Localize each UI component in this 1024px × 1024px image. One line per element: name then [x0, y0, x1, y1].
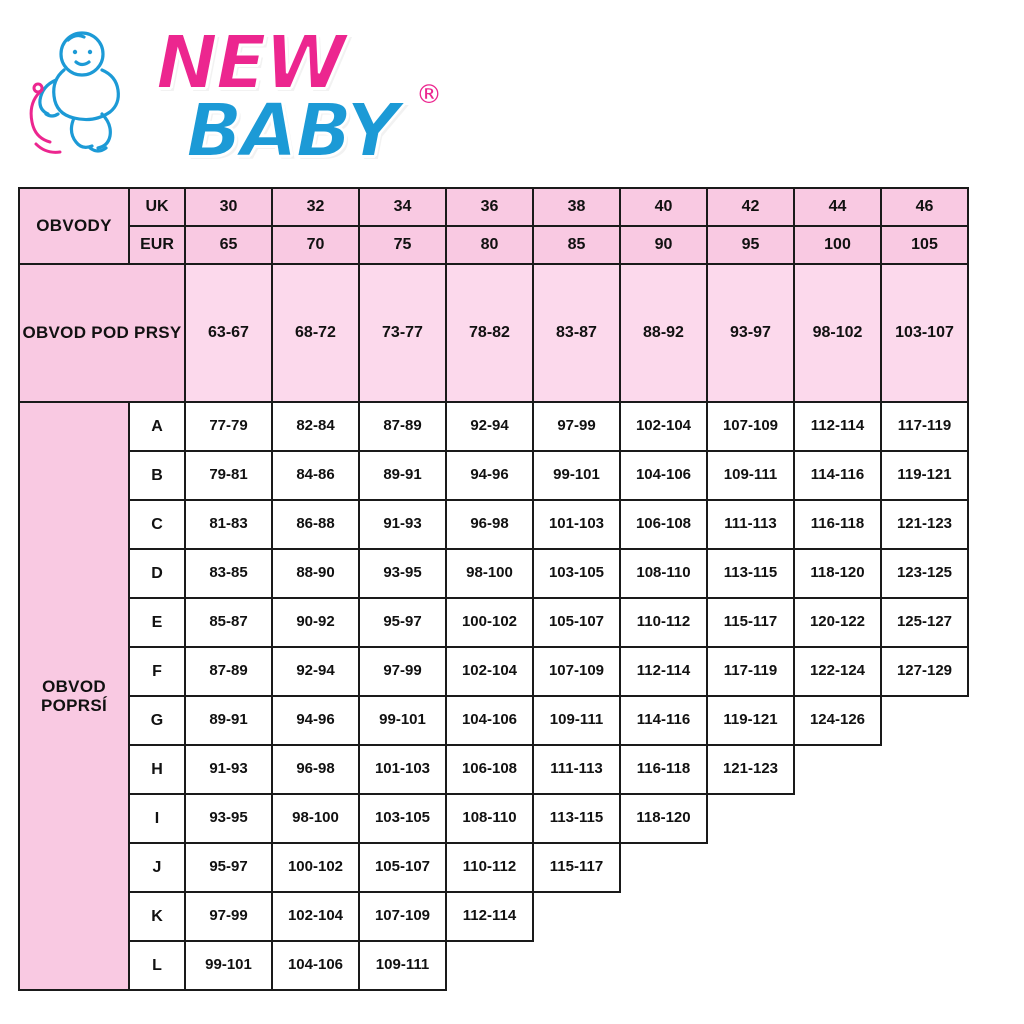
- table-row-cup-i: [19, 794, 968, 843]
- bust-cell: 82-84: [272, 402, 359, 451]
- bust-cell: 97-99: [533, 402, 620, 451]
- bust-cell: 113-115: [533, 794, 620, 843]
- bust-cell: 96-98: [446, 500, 533, 549]
- empty-cell: [794, 843, 881, 892]
- empty-cell: [707, 941, 794, 990]
- row-label-eur: EUR: [129, 226, 185, 264]
- bust-cell: 118-120: [794, 549, 881, 598]
- empty-cell: [881, 843, 968, 892]
- empty-cell: [794, 892, 881, 941]
- bust-cell: 89-91: [359, 451, 446, 500]
- uk-size-cell: 34: [359, 188, 446, 226]
- cup-label: B: [129, 451, 185, 500]
- bust-cell: 89-91: [185, 696, 272, 745]
- bust-cell: 93-95: [359, 549, 446, 598]
- cup-label: K: [129, 892, 185, 941]
- uk-size-cell: 30: [185, 188, 272, 226]
- bust-cell: 121-123: [881, 500, 968, 549]
- bust-cell: 105-107: [533, 598, 620, 647]
- bust-cell: 99-101: [359, 696, 446, 745]
- bust-cell: 112-114: [446, 892, 533, 941]
- bust-cell: 104-106: [620, 451, 707, 500]
- empty-cell: [533, 892, 620, 941]
- table-row-underbust: [19, 264, 968, 402]
- eur-size-cell: 65: [185, 226, 272, 264]
- eur-size-cell: 80: [446, 226, 533, 264]
- bust-cell: 111-113: [533, 745, 620, 794]
- empty-cell: [707, 843, 794, 892]
- eur-size-cell: 100: [794, 226, 881, 264]
- bust-cell: 93-95: [185, 794, 272, 843]
- uk-size-cell: 40: [620, 188, 707, 226]
- bust-cell: 104-106: [272, 941, 359, 990]
- table-row-cup-d: [19, 549, 968, 598]
- empty-cell: [881, 794, 968, 843]
- uk-size-cell: 38: [533, 188, 620, 226]
- row-label-bust: OBVOD POPRSÍ: [19, 402, 129, 990]
- bust-cell: 101-103: [533, 500, 620, 549]
- uk-size-cell: 44: [794, 188, 881, 226]
- bust-cell: 102-104: [272, 892, 359, 941]
- bust-cell: 127-129: [881, 647, 968, 696]
- bust-cell: 96-98: [272, 745, 359, 794]
- underbust-cell: 68-72: [272, 264, 359, 402]
- bust-cell: 99-101: [533, 451, 620, 500]
- empty-cell: [707, 892, 794, 941]
- eur-size-cell: 105: [881, 226, 968, 264]
- underbust-cell: 88-92: [620, 264, 707, 402]
- bust-cell: 94-96: [446, 451, 533, 500]
- bust-cell: 92-94: [272, 647, 359, 696]
- cup-label: H: [129, 745, 185, 794]
- bust-cell: 109-111: [707, 451, 794, 500]
- underbust-cell: 83-87: [533, 264, 620, 402]
- cup-label: A: [129, 402, 185, 451]
- uk-size-cell: 32: [272, 188, 359, 226]
- cup-label: E: [129, 598, 185, 647]
- cup-label: I: [129, 794, 185, 843]
- eur-size-cell: 85: [533, 226, 620, 264]
- bust-cell: 111-113: [707, 500, 794, 549]
- bust-cell: 119-121: [881, 451, 968, 500]
- bust-cell: 79-81: [185, 451, 272, 500]
- bust-cell: 122-124: [794, 647, 881, 696]
- bust-cell: 106-108: [446, 745, 533, 794]
- brand-logo: [18, 22, 448, 172]
- bust-cell: 121-123: [707, 745, 794, 794]
- cup-label: D: [129, 549, 185, 598]
- bust-cell: 98-100: [272, 794, 359, 843]
- table-row-cup-b: [19, 451, 968, 500]
- bust-cell: 104-106: [446, 696, 533, 745]
- underbust-cell: 98-102: [794, 264, 881, 402]
- row-label-uk: UK: [129, 188, 185, 226]
- bust-cell: 95-97: [359, 598, 446, 647]
- row-label-underbust: OBVOD POD PRSY: [19, 264, 185, 402]
- bust-cell: 110-112: [446, 843, 533, 892]
- uk-size-cell: 36: [446, 188, 533, 226]
- empty-cell: [446, 941, 533, 990]
- empty-cell: [620, 892, 707, 941]
- cup-label: L: [129, 941, 185, 990]
- empty-cell: [533, 941, 620, 990]
- uk-size-cell: 46: [881, 188, 968, 226]
- bust-cell: 116-118: [620, 745, 707, 794]
- bust-cell: 81-83: [185, 500, 272, 549]
- bust-cell: 102-104: [620, 402, 707, 451]
- eur-size-cell: 90: [620, 226, 707, 264]
- uk-size-cell: 42: [707, 188, 794, 226]
- cup-label: F: [129, 647, 185, 696]
- bust-cell: 85-87: [185, 598, 272, 647]
- cup-label: G: [129, 696, 185, 745]
- row-label-circumferences: OBVODY: [19, 188, 129, 264]
- bust-cell: 106-108: [620, 500, 707, 549]
- table-row-uk: [19, 188, 968, 226]
- bust-cell: 84-86: [272, 451, 359, 500]
- empty-cell: [881, 892, 968, 941]
- bust-cell: 110-112: [620, 598, 707, 647]
- table-row-cup-a: [19, 402, 968, 451]
- bust-cell: 88-90: [272, 549, 359, 598]
- cup-label: C: [129, 500, 185, 549]
- table-row-cup-h: [19, 745, 968, 794]
- bust-cell: 98-100: [446, 549, 533, 598]
- bust-cell: 102-104: [446, 647, 533, 696]
- empty-cell: [881, 696, 968, 745]
- bust-cell: 83-85: [185, 549, 272, 598]
- registered-trademark-icon: ®: [416, 80, 442, 110]
- bust-cell: 77-79: [185, 402, 272, 451]
- bust-cell: 108-110: [446, 794, 533, 843]
- bust-cell: 86-88: [272, 500, 359, 549]
- bust-cell: 103-105: [359, 794, 446, 843]
- bust-cell: 91-93: [185, 745, 272, 794]
- bust-cell: 100-102: [272, 843, 359, 892]
- bust-cell: 112-114: [620, 647, 707, 696]
- table-row-cup-l: [19, 941, 968, 990]
- bust-cell: 119-121: [707, 696, 794, 745]
- bust-cell: 116-118: [794, 500, 881, 549]
- cup-label: J: [129, 843, 185, 892]
- bust-cell: 87-89: [359, 402, 446, 451]
- empty-cell: [794, 941, 881, 990]
- bust-cell: 120-122: [794, 598, 881, 647]
- bust-cell: 113-115: [707, 549, 794, 598]
- empty-cell: [881, 941, 968, 990]
- bust-cell: 87-89: [185, 647, 272, 696]
- table-row-cup-e: [19, 598, 968, 647]
- logo-word-baby: BABY: [186, 88, 398, 174]
- empty-cell: [707, 794, 794, 843]
- underbust-cell: 93-97: [707, 264, 794, 402]
- bust-cell: 117-119: [707, 647, 794, 696]
- bust-cell: 117-119: [881, 402, 968, 451]
- empty-cell: [881, 745, 968, 794]
- eur-size-cell: 95: [707, 226, 794, 264]
- bust-cell: 123-125: [881, 549, 968, 598]
- bust-cell: 90-92: [272, 598, 359, 647]
- bust-cell: 91-93: [359, 500, 446, 549]
- underbust-cell: 78-82: [446, 264, 533, 402]
- table-row-cup-f: [19, 647, 968, 696]
- chart-body: [19, 188, 968, 990]
- underbust-cell: 63-67: [185, 264, 272, 402]
- eur-size-cell: 70: [272, 226, 359, 264]
- baby-illustration-icon: [18, 28, 158, 172]
- bust-cell: 124-126: [794, 696, 881, 745]
- underbust-cell: 103-107: [881, 264, 968, 402]
- table-row-cup-c: [19, 500, 968, 549]
- bust-cell: 100-102: [446, 598, 533, 647]
- bust-cell: 105-107: [359, 843, 446, 892]
- bust-cell: 112-114: [794, 402, 881, 451]
- bust-cell: 107-109: [533, 647, 620, 696]
- bust-cell: 92-94: [446, 402, 533, 451]
- bust-cell: 107-109: [359, 892, 446, 941]
- empty-cell: [620, 941, 707, 990]
- eur-size-cell: 75: [359, 226, 446, 264]
- table-row-eur: [19, 226, 968, 264]
- bust-cell: 101-103: [359, 745, 446, 794]
- bust-cell: 118-120: [620, 794, 707, 843]
- bust-cell: 103-105: [533, 549, 620, 598]
- table-row-cup-k: [19, 892, 968, 941]
- bra-size-chart: [18, 187, 969, 991]
- bust-cell: 99-101: [185, 941, 272, 990]
- bust-cell: 108-110: [620, 549, 707, 598]
- table-row-cup-j: [19, 843, 968, 892]
- empty-cell: [794, 794, 881, 843]
- bust-cell: 95-97: [185, 843, 272, 892]
- bust-cell: 115-117: [533, 843, 620, 892]
- bust-cell: 107-109: [707, 402, 794, 451]
- bust-cell: 97-99: [185, 892, 272, 941]
- empty-cell: [620, 843, 707, 892]
- logo-wordmark: [148, 20, 448, 176]
- underbust-cell: 73-77: [359, 264, 446, 402]
- bust-cell: 94-96: [272, 696, 359, 745]
- bust-cell: 109-111: [359, 941, 446, 990]
- bust-cell: 114-116: [620, 696, 707, 745]
- bust-cell: 125-127: [881, 598, 968, 647]
- bust-cell: 109-111: [533, 696, 620, 745]
- bust-cell: 114-116: [794, 451, 881, 500]
- empty-cell: [794, 745, 881, 794]
- table-row-cup-g: [19, 696, 968, 745]
- bust-cell: 115-117: [707, 598, 794, 647]
- bust-cell: 97-99: [359, 647, 446, 696]
- logo-word-new: NEW: [156, 20, 345, 106]
